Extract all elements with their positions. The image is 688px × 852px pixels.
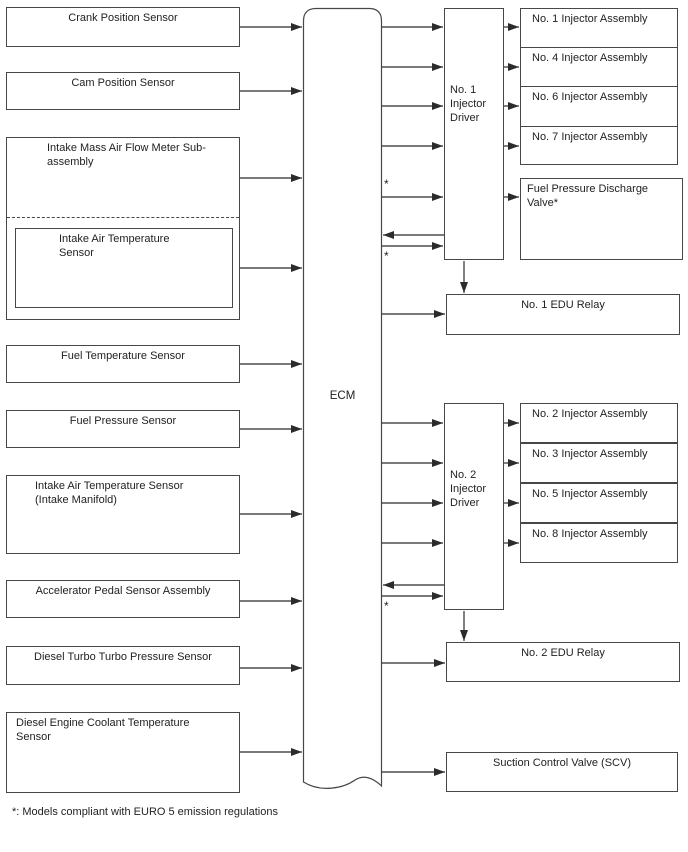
accelerator-pedal-sensor-box <box>6 580 240 618</box>
euro5-star-marker-3: * <box>384 599 389 613</box>
fuel-pressure-discharge-valve-label: Fuel Pressure Discharge Valve* <box>527 183 649 209</box>
injector-assembly-6-label: No. 6 Injector Assembly <box>532 91 648 103</box>
cam-position-sensor-label: Cam Position Sensor <box>71 77 175 89</box>
edu-relay-1-label: No. 1 EDU Relay <box>521 299 605 311</box>
injector-assembly-7-box <box>520 126 678 165</box>
edu-relay-1-box <box>446 294 680 335</box>
fuel-pressure-discharge-valve-box <box>520 178 683 260</box>
injector-assembly-7-label: No. 7 Injector Assembly <box>532 131 648 143</box>
coolant-temperature-sensor-label: Diesel Engine Coolant Temperature Sensor <box>16 717 190 743</box>
crank-position-sensor-label: Crank Position Sensor <box>68 12 178 24</box>
injector-assembly-2-box <box>520 403 678 443</box>
suction-control-valve-label: Suction Control Valve (SCV) <box>493 757 631 769</box>
cam-position-sensor-box <box>6 72 240 110</box>
injector-assembly-4-box <box>520 47 678 87</box>
injector-assembly-1-label: No. 1 Injector Assembly <box>532 13 648 25</box>
accelerator-pedal-sensor-label: Accelerator Pedal Sensor Assembly <box>35 585 211 597</box>
edu-relay-2-box <box>446 642 680 682</box>
coolant-temperature-sensor-box <box>6 712 240 793</box>
injector-assembly-2-label: No. 2 Injector Assembly <box>532 408 648 420</box>
mass-air-flow-meter-label: Intake Mass Air Flow Meter Sub-assembly <box>47 142 206 168</box>
crank-position-sensor-box <box>6 7 240 47</box>
injector-driver-2-label: No. 2 Injector Driver <box>450 469 487 509</box>
injector-assembly-3-label: No. 3 Injector Assembly <box>532 448 648 460</box>
euro5-star-marker-1: * <box>384 177 389 191</box>
intake-air-temp-manifold-label: Intake Air Temperature Sensor (Intake Manifold) <box>35 480 184 506</box>
turbo-pressure-sensor-box <box>6 646 240 685</box>
intake-air-temp-sensor-nested-label: Intake Air Temperature Sensor <box>59 233 170 259</box>
injector-assembly-6-box <box>520 86 678 127</box>
injector-assembly-4-label: No. 4 Injector Assembly <box>532 52 648 64</box>
fuel-temperature-sensor-box <box>6 345 240 383</box>
suction-control-valve-box <box>446 752 678 792</box>
injector-assembly-5-label: No. 5 Injector Assembly <box>532 488 648 500</box>
ecm-label: ECM <box>329 390 356 402</box>
fuel-temperature-sensor-label: Fuel Temperature Sensor <box>61 350 185 362</box>
euro5-star-marker-2: * <box>384 249 389 263</box>
injector-driver-1-label: No. 1 Injector Driver <box>450 84 487 124</box>
injector-driver-1-box <box>444 8 504 260</box>
fuel-pressure-sensor-box <box>6 410 240 448</box>
footnote: *: Models compliant with EURO 5 emission regulations <box>12 806 278 818</box>
injector-assembly-1-box <box>520 8 678 48</box>
turbo-pressure-sensor-label: Diesel Turbo Turbo Pressure Sensor <box>34 651 212 663</box>
maf-dashed-divider <box>7 217 239 218</box>
injector-assembly-8-label: No. 8 Injector Assembly <box>532 528 648 540</box>
intake-air-temp-manifold-box <box>6 475 240 554</box>
fuel-pressure-sensor-label: Fuel Pressure Sensor <box>69 415 177 427</box>
edu-relay-2-label: No. 2 EDU Relay <box>521 647 605 659</box>
injector-driver-2-box <box>444 403 504 610</box>
injector-assembly-3-box <box>520 443 678 483</box>
injector-assembly-8-box <box>520 523 678 563</box>
injector-assembly-5-box <box>520 483 678 523</box>
intake-air-temp-sensor-nested-box <box>15 228 233 308</box>
